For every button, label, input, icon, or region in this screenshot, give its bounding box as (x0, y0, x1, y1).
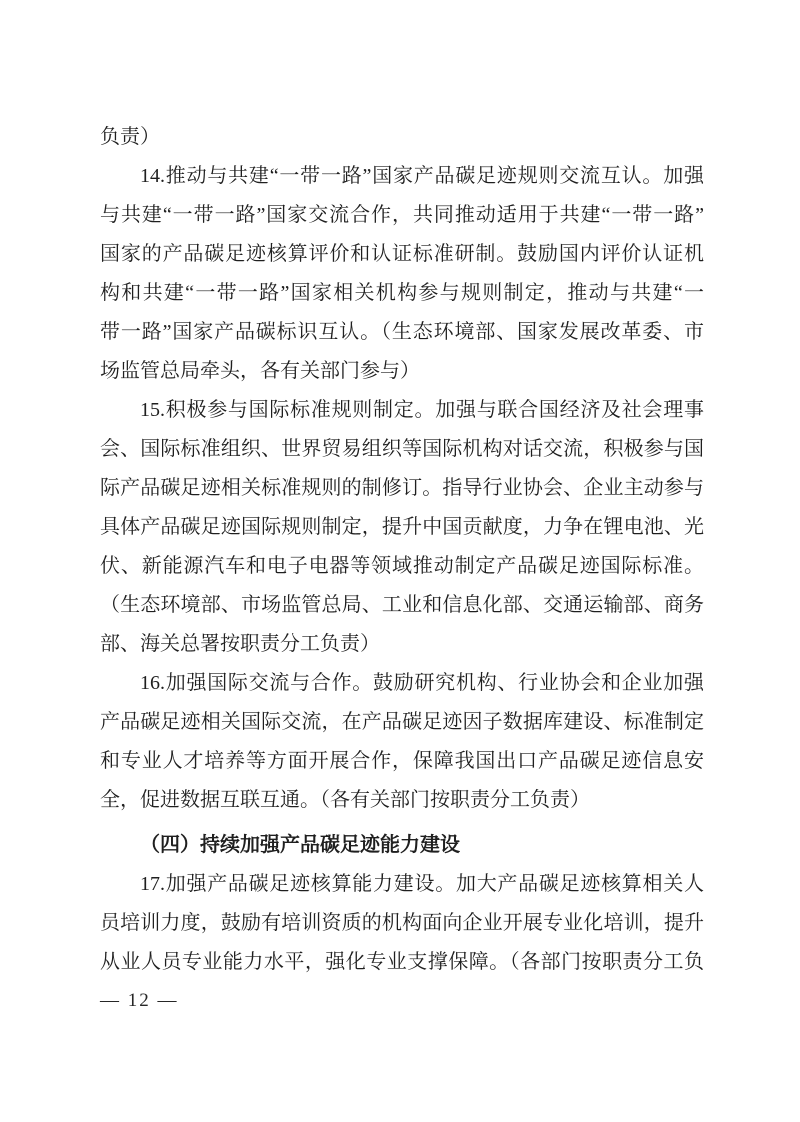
para-15-line-2: 会、国际标准组织、世界贸易组织等国际机构对话交流，积极参与国 (100, 438, 704, 460)
para-17-line-3: 从业人员专业能力水平，强化专业支撑保障。（各部门按职责分工负 (100, 951, 704, 973)
para-14-line-3: 国家的产品碳足迹核算评价和认证标准研制。鼓励国内评价认证机 (100, 243, 704, 265)
para-13-tail-line: 负责） (100, 126, 160, 148)
para-14-line-1: 14.推动与共建“一带一路”国家产品碳足迹规则交流互认。加强 (140, 165, 704, 187)
para-14-line-4: 构和共建“一带一路”国家相关机构参与规则制定，推动与共建“一 (100, 282, 704, 304)
para-15-line-6: （生态环境部、市场监管总局、工业和信息化部、交通运输部、商务 (100, 594, 704, 616)
para-15-line-3: 际产品碳足迹相关标准规则的制修订。指导行业协会、企业主动参与 (100, 477, 704, 499)
section-heading-4: （四）持续加强产品碳足迹能力建设 (140, 834, 460, 856)
para-14-line-2: 与共建“一带一路”国家交流合作，共同推动适用于共建“一带一路” (100, 204, 704, 226)
para-16-line-2: 产品碳足迹相关国际交流，在产品碳足迹因子数据库建设、标准制定 (100, 711, 704, 733)
para-15-line-7: 部、海关总署按职责分工负责） (100, 633, 380, 655)
para-16-line-4: 全，促进数据互联互通。（各有关部门按职责分工负责） (100, 789, 590, 811)
para-17-line-2: 员培训力度，鼓励有培训资质的机构面向企业开展专业化培训，提升 (100, 912, 704, 934)
para-14-line-6: 场监管总局牵头，各有关部门参与） (100, 360, 420, 382)
para-16-line-3: 和专业人才培养等方面开展合作，保障我国出口产品碳足迹信息安 (100, 750, 704, 772)
para-14-line-5: 带一路”国家产品碳标识互认。（生态环境部、国家发展改革委、市 (100, 321, 704, 343)
para-15-line-1: 15.积极参与国际标准规则制定。加强与联合国经济及社会理事 (140, 399, 704, 421)
para-15-line-5: 伏、新能源汽车和电子电器等领域推动制定产品碳足迹国际标准。 (100, 555, 704, 577)
para-17-line-1: 17.加强产品碳足迹核算能力建设。加大产品碳足迹核算相关人 (140, 873, 704, 895)
page-number: — 12 — (100, 990, 179, 1011)
para-15-line-4: 具体产品碳足迹国际规则制定，提升中国贡献度，力争在锂电池、光 (100, 516, 704, 538)
document-body (100, 118, 704, 982)
para-16-line-1: 16.加强国际交流与合作。鼓励研究机构、行业协会和企业加强 (140, 672, 704, 694)
